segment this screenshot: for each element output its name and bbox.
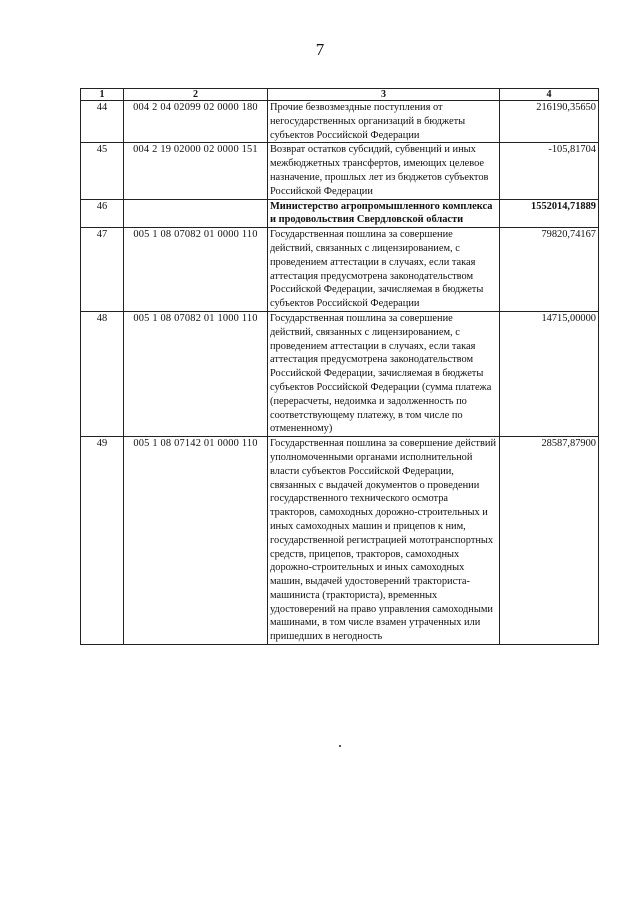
page-number: 7 <box>315 40 325 59</box>
amount: 1552014,71889 <box>500 199 599 228</box>
amount: 14715,00000 <box>500 311 599 436</box>
amount: 216190,35650 <box>500 101 599 143</box>
table-row <box>81 143 599 199</box>
revenue-description: Министерство агропромышленного комплекса и продовольствия Свердловской области <box>268 199 500 228</box>
budget-code: 005 1 08 07082 01 0000 110 <box>124 228 268 312</box>
row-number: 44 <box>81 101 124 143</box>
table-row <box>81 228 599 312</box>
revenue-description: Государственная пошлина за совершение действий, связанных с лицензированием, с проведением аттестации в случаях, если такая аттестация предусмотрена законодательством Российской Федерации, зачисляемая в бюджеты субъектов Российской Федерации <box>268 228 500 312</box>
table-row <box>81 101 599 143</box>
scan-speck <box>339 745 341 747</box>
row-number: 47 <box>81 228 124 312</box>
amount: -105,81704 <box>500 143 599 199</box>
revenue-description: Государственная пошлина за совершение действий уполномоченными органами исполнительной власти субъектов Российской Федерации, связанных с выдачей документов о проведении государственного технического осмотра тракторов, самоходных дорожно-строительных и иных самоходных машин и прицепов к ним, государственной регистрацией мототранспортных средств, прицепов, тракторов, самоходных дорожно-строительных и иных самоходных машин, выдачей удостоверений тракториста-машиниста (тракториста), временных удостоверений на право управления самоходными машинами, в том числе взамен утраченных или пришедших в негодность <box>268 437 500 645</box>
table-row <box>81 311 599 436</box>
table-row <box>81 437 599 645</box>
row-number: 48 <box>81 311 124 436</box>
revenue-description: Прочие безвозмездные поступления от негосударственных организаций в бюджеты субъектов Российской Федерации <box>268 101 500 143</box>
header-col-2: 2 <box>124 89 268 101</box>
row-number: 49 <box>81 437 124 645</box>
table-row-section-header <box>81 199 599 228</box>
budget-code: 004 2 04 02099 02 0000 180 <box>124 101 268 143</box>
revenue-description: Государственная пошлина за совершение действий, связанных с лицензированием, с проведением аттестации в случаях, если такая аттестация предусмотрена законодательством Российской Федерации, зачисляемая в бюджеты субъектов Российской Федерации (сумма платежа (перерасчеты, недоимка и задолженность по соответствующему платежу, в том числе по отмененному) <box>268 311 500 436</box>
budget-code: 005 1 08 07082 01 1000 110 <box>124 311 268 436</box>
row-number: 45 <box>81 143 124 199</box>
budget-code: 005 1 08 07142 01 0000 110 <box>124 437 268 645</box>
table-header-row <box>81 89 599 101</box>
budget-revenue-table <box>80 88 599 645</box>
amount: 28587,87900 <box>500 437 599 645</box>
header-col-3: 3 <box>268 89 500 101</box>
row-number: 46 <box>81 199 124 228</box>
amount: 79820,74167 <box>500 228 599 312</box>
revenue-description: Возврат остатков субсидий, субвенций и иных межбюджетных трансфертов, имеющих целевое назначение, прошлых лет из бюджетов субъектов Российской Федерации <box>268 143 500 199</box>
budget-code <box>124 199 268 228</box>
budget-code: 004 2 19 02000 02 0000 151 <box>124 143 268 199</box>
header-col-1: 1 <box>81 89 124 101</box>
header-col-4: 4 <box>500 89 599 101</box>
